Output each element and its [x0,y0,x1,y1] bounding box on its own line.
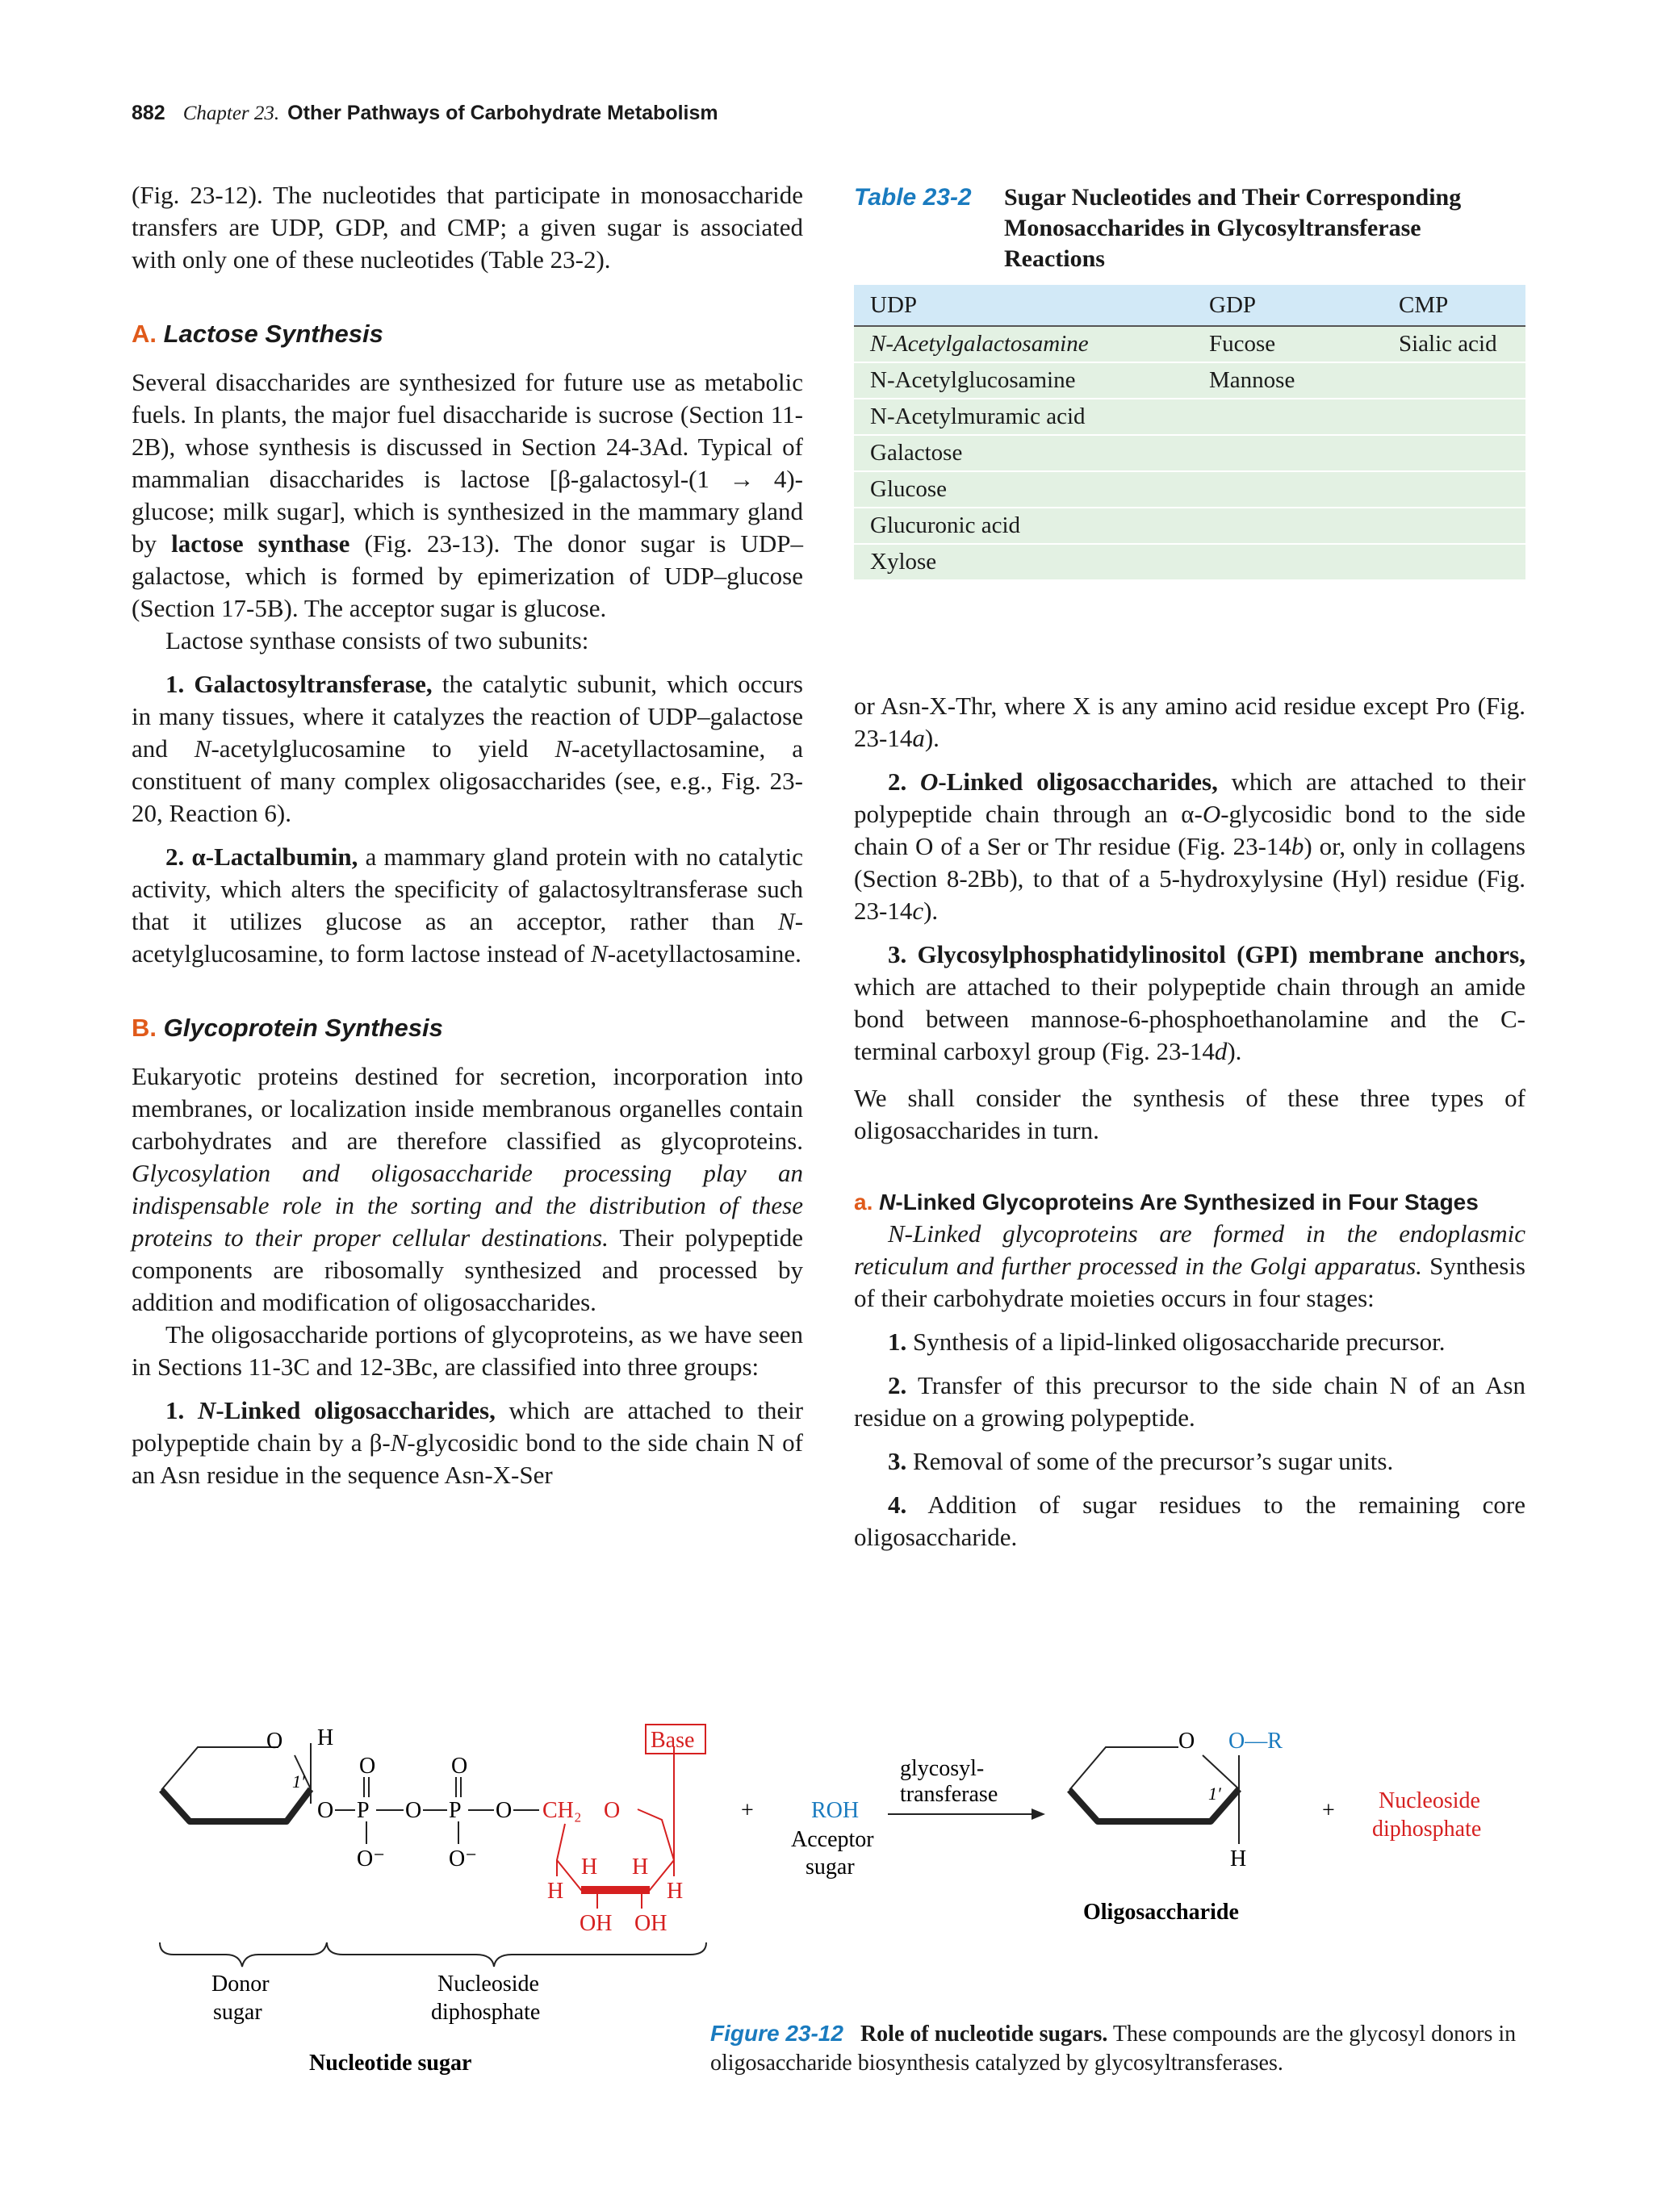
table-cell [1383,471,1525,508]
table-row [854,471,1525,508]
table-cell: Xylose [854,544,1193,579]
enzyme-label-1: glycosyl- [900,1756,985,1781]
phosphoryl-oxygen-1: O [359,1754,376,1779]
list-item-lactalbumin: 2. α-Lactalbumin, a mammary gland protein with no catalytic activity, which alters the specificity of galactosyltransferase such that it utilizes glucose as an acceptor, rather than N-acetylglucosamine, to form lactose instead of N-acetyllactosamine. [132,843,804,968]
one-prime-label: 1′ [292,1771,305,1792]
table-row [854,399,1525,435]
enzyme-label-2: transferase [900,1782,998,1807]
glycoprotein-paragraph: Eukaryotic proteins destined for secretion, incorporation into membranes, or localization inside membranous organelles contain carbohydrates and are therefore classified as glycoproteins. Glycosylation and oligosaccharide processing play an indispensable role in the sorting and the distribution of these proteins to their proper cellular destinations. Their polypeptide components are ribosomally synthesized and processed by addition and modification of oligosaccharides. [132,1062,803,1316]
oligo-groups-paragraph: The oligosaccharide portions of glycoproteins, as we have seen in Sections 11-3C and 12-3Bc, are classified into three groups: [132,1320,803,1381]
product-nd-2: diphosphate [1372,1817,1482,1842]
ribose-oh-2: OH [634,1911,667,1936]
bridge-oxygen: O [317,1798,334,1823]
donor-label-2: sugar [213,2000,262,2025]
diphosphate-chain [317,1754,539,1871]
n-linked-continuation: or Asn-X-Thr, where X is any amino acid residue except Pro (Fig. 23-14a). [854,692,1525,752]
roh-label: ROH [811,1798,860,1823]
section-b-heading [132,1012,803,1044]
acceptor-label-2: sugar [806,1854,855,1880]
stage-item: 1. Synthesis of a lipid-linked oligosaccharide precursor. [888,1328,1446,1356]
table-cell: N-Acetylgalactosamine [854,326,1193,362]
table-header-udp: UDP [854,285,1193,326]
table-cell: Fucose [1193,326,1383,362]
table-row [854,508,1525,544]
ribose-h-2: H [632,1854,649,1880]
table-row [854,435,1525,471]
table-cell: N-Acetylglucosamine [854,362,1193,399]
table-cell [1193,471,1383,508]
table-label: Table 23-2 [854,184,972,211]
table-cell: Sialic acid [1383,326,1525,362]
list-item-gpi: 3. Glycosylphosphatidylinositol (GPI) membrane anchors, which are attached to their polypeptide chain through an amide bond between mannose-6-phosphoethanolamine and the C-terminal carboxyl group (Fig. 23-14d). [854,940,1525,1065]
stage-item: 4. Addition of sugar residues to the remaining core oligosaccharide. [854,1491,1525,1551]
subsection-letter: a. [854,1190,873,1215]
chapter-label: Chapter 23. [182,102,280,124]
plus-sign-1: + [741,1798,754,1823]
subsection-a-heading: a. N-Linked Glycoproteins Are Synthesized in Four Stages [854,1190,1479,1215]
table-header-gdp: GDP [1193,285,1383,326]
nd-brace [327,1942,706,1967]
figure-label: Figure 23-12 [710,2021,843,2046]
acceptor-label-1: Acceptor [791,1827,874,1852]
table-title: Sugar Nucleotides and Their Corresponding Monosaccharides in Glycosyltransferase Reactions [1004,184,1462,272]
section-a-heading [132,318,803,350]
table-cell: Glucuronic acid [854,508,1193,544]
table-cell [1383,399,1525,435]
product-one-prime: 1′ [1208,1783,1221,1804]
section-a-title: Lactose Synthesis [163,320,383,348]
bridge-oxygen-2: O [405,1798,422,1823]
lactose-paragraph: Several disaccharides are synthesized for future use as metabolic fuels. In plants, the major fuel disaccharide is sucrose (Section 11-2B), whose synthesis is discussed in Section 24-3Ad. Typical of mammalian disaccharides is lactose [β-galactosyl-(1 → 4)-glucose; milk sugar], which is synthesized in the mammary gland by lactose synthase (Fig. 23-13). The donor sugar is UDP–galactose, which is formed by epimerization of UDP–glucose (Section 17-5B). The acceptor sugar is glucose. [132,368,804,622]
section-a-letter: A. [132,320,157,348]
table-row [854,362,1525,399]
lactose-synthase-term: lactose synthase [171,529,350,558]
ribose-oh-1: OH [580,1911,613,1936]
ring-oxygen: O [266,1729,283,1754]
table-cell [1383,544,1525,579]
subunits-intro: Lactose synthase consists of two subunits: [165,626,589,654]
bridge-oxygen-3: O [496,1798,513,1823]
consider-paragraph: We shall consider the synthesis of these three types of oligosaccharides in turn. [854,1084,1525,1144]
nucleoside-ribose [542,1725,705,1936]
table-cell [1193,399,1383,435]
page-number: 882 [132,102,165,124]
table-row [854,326,1525,362]
table-cell [1193,435,1383,471]
stage-item: 2. Transfer of this precursor to the side chain N of an Asn residue on a growing polypeptide. [854,1371,1525,1432]
oligosaccharide-label: Oligosaccharide [1083,1900,1239,1925]
right-column [854,690,1525,1553]
table-cell: Mannose [1193,362,1383,399]
stage-item: 3. Removal of some of the precursor’s sugar units. [888,1447,1394,1475]
donor-brace [160,1942,327,1967]
anomeric-h: H [317,1725,334,1750]
o-r-group: O—R [1228,1729,1283,1754]
base-label: Base [651,1728,695,1753]
phosphorus-2: P [449,1798,462,1823]
figure-caption-text: These compounds are the glycosyl donors in oligosaccharide biosynthesis catalyzed by glycosyltransferases. [710,2022,1517,2076]
running-header [132,102,718,125]
table-cell: Galactose [854,435,1193,471]
nd-label-1: Nucleoside [437,1972,539,1997]
table-cell [1383,435,1525,471]
product-ring-oxygen: O [1178,1729,1195,1754]
table-row [854,544,1525,579]
section-b-title: Glycoprotein Synthesis [163,1014,443,1042]
ribose-h-4: H [667,1879,684,1904]
oxyanion-2: O⁻ [449,1846,477,1871]
list-item-o-linked: 2. O-Linked oligosaccharides, which are attached to their polypeptide chain through an α-O-glycosidic bond to the side chain O of a Ser or Thr residue (Fig. 23-14b) or, only in collagens (Section 8-2Bb), to that of a 5-hydroxylysine (Hyl) residue (Fig. 23-14c). [854,767,1526,925]
table-header-row [854,285,1525,326]
reaction-arrowhead [1032,1808,1045,1820]
plus-sign-2: + [1322,1798,1335,1823]
list-item-n-linked: 1. N-Linked oligosaccharides, which are attached to their polypeptide chain by a β-N-glycosidic bond to the side chain N of an Asn residue in the sequence Asn-X-Ser [132,1396,804,1489]
phosphoryl-oxygen-2: O [451,1754,468,1779]
table-header-cmp: CMP [1383,285,1525,326]
sugar-nucleotide-table [854,285,1525,579]
table-cell [1383,508,1525,544]
nd-label-2: diphosphate [431,2000,541,2025]
section-b-letter: B. [132,1014,157,1042]
oxyanion-1: O⁻ [357,1846,385,1871]
ch2-group: CH₂ [542,1798,582,1823]
ribose-h-3: H [547,1879,564,1904]
figure-caption [710,2019,1517,2078]
donor-label-1: Donor [211,1972,270,1997]
product-h: H [1230,1846,1247,1871]
ribose-h-1: H [581,1854,598,1880]
donor-sugar-ring [161,1725,333,1821]
chapter-title: Other Pathways of Carbohydrate Metabolism [287,102,718,124]
phosphorus-1: P [357,1798,370,1823]
left-column [132,179,803,1491]
table-cell [1193,544,1383,579]
list-item-galactosyltransferase: 1. Galactosyltransferase, the catalytic subunit, which occurs in many tissues, where it catalyzes the reaction of UDP–galactose and N-acetylglucosamine to yield N-acetyllactosamine, a constituent of many complex oligosaccharides (see, e.g., Fig. 23-20, Reaction 6). [132,670,804,827]
ribose-oxygen: O [604,1798,621,1823]
product-nd-1: Nucleoside [1379,1788,1480,1813]
table-cell: N-Acetylmuramic acid [854,399,1193,435]
intro-paragraph: (Fig. 23-12). The nucleotides that participate in monosaccharide transfers are UDP, GDP, and CMP; a given sugar is associated with only one of these nucleotides (Table 23-2). [132,181,803,274]
n-linked-stages-paragraph: N-Linked glycoproteins are formed in the endoplasmic reticulum and further processed in the Golgi apparatus. Synthesis of their carbohydrate moieties occurs in four stages: [854,1219,1525,1312]
figure-caption-title: Role of nucleotide sugars. [860,2022,1108,2047]
table-cell: Glucose [854,471,1193,508]
oligosaccharide-ring [1069,1729,1283,1925]
nucleotide-sugar-label: Nucleotide sugar [309,2051,472,2076]
table-cell [1383,362,1525,399]
table-cell [1193,508,1383,544]
